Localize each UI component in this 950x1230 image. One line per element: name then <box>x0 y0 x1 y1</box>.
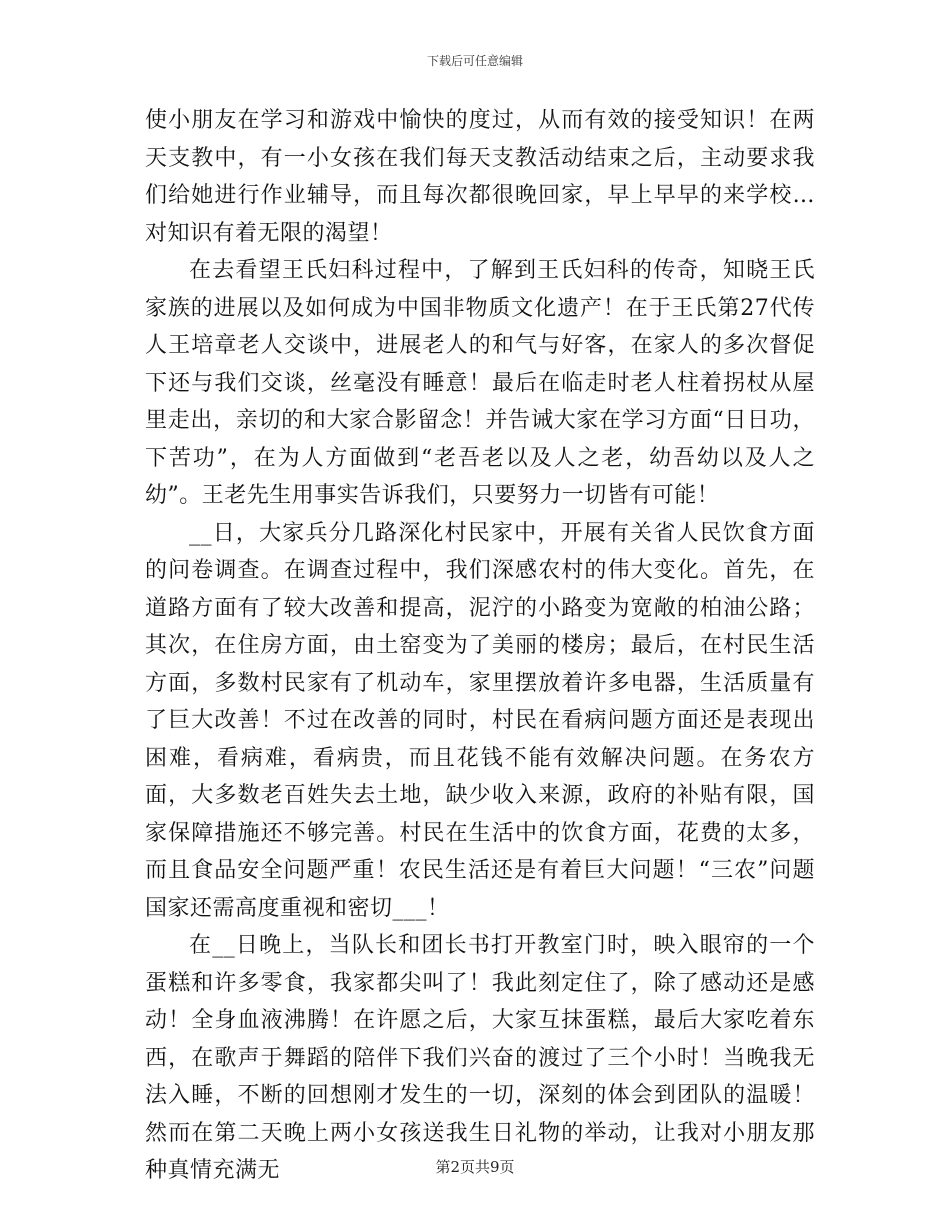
paragraph-3: __日，大家兵分几路深化村民家中，开展有关省人民饮食方面的问卷调查。在调查过程中，我们深感农村的伟大变化。首先，在道路方面有了较大改善和提高，泥泞的小路变为宽敞的柏油公路；其次，在住房方面，由土窑变为了美丽的楼房；最后，在村民生活方面，多数村民家有了机动车，家里摆放着许多电器，生活质量有了巨大改善！不过在改善的同时，村民在看病问题方面还是表现出困难，看病难，看病贵，而且花钱不能有效解决问题。在务农方面，大多数老百姓失去土地，缺少收入来源，政府的补贴有限，国家保障措施还不够完善。村民在生活中的饮食方面，花费的太多，而且食品安全问题严重！农民生活还是有着巨大问题！“三农”问题国家还需高度重视和密切___！ <box>145 520 815 921</box>
paragraph-1: 使小朋友在学习和游戏中愉快的度过，从而有效的接受知识！在两天支教中，有一小女孩在我们每天支教活动结束之后，主动要求我们给她进行作业辅导，而且每次都很晚回家，早上早早的来学校…对知识有着无限的渴望！ <box>145 108 815 246</box>
paragraph-2: 在去看望王氏妇科过程中，了解到王氏妇科的传奇，知晓王氏家族的进展以及如何成为中国非物质文化遗产！在于王氏第27代传人王培章老人交谈中，进展老人的和气与好客，在家人的多次督促下还与我们交谈，丝毫没有睡意！最后在临走时老人柱着拐杖从屋里走出，亲切的和大家合影留念！并告诫大家在学习方面“日日功，下苦功”，在为人方面做到“老吾老以及人之老，幼吾幼以及人之幼”。王老先生用事实告诉我们，只要努力一切皆有可能！ <box>145 258 815 508</box>
page-header: 下载后可任意编辑 <box>426 54 523 68</box>
paragraph-4: 在__日晚上，当队长和团长书打开教室门时，映入眼帘的一个蛋糕和许多零食，我家都尖叫了！我此刻定住了，除了感动还是感动！全身血液沸腾！在许愿之后，大家互抹蛋糕，最后大家吃着东西，在歌声于舞蹈的陪伴下我们兴奋的渡过了三个小时！当晚我无法入睡，不断的回想刚才发生的一切，深刻的体会到团队的温暖！然而在第二天晚上两小女孩送我生日礼物的举动，让我对小朋友那种真情充满无 <box>145 933 815 1183</box>
page-number-footer: 第2页共9页 <box>435 1158 515 1176</box>
document-body <box>145 102 815 1190</box>
